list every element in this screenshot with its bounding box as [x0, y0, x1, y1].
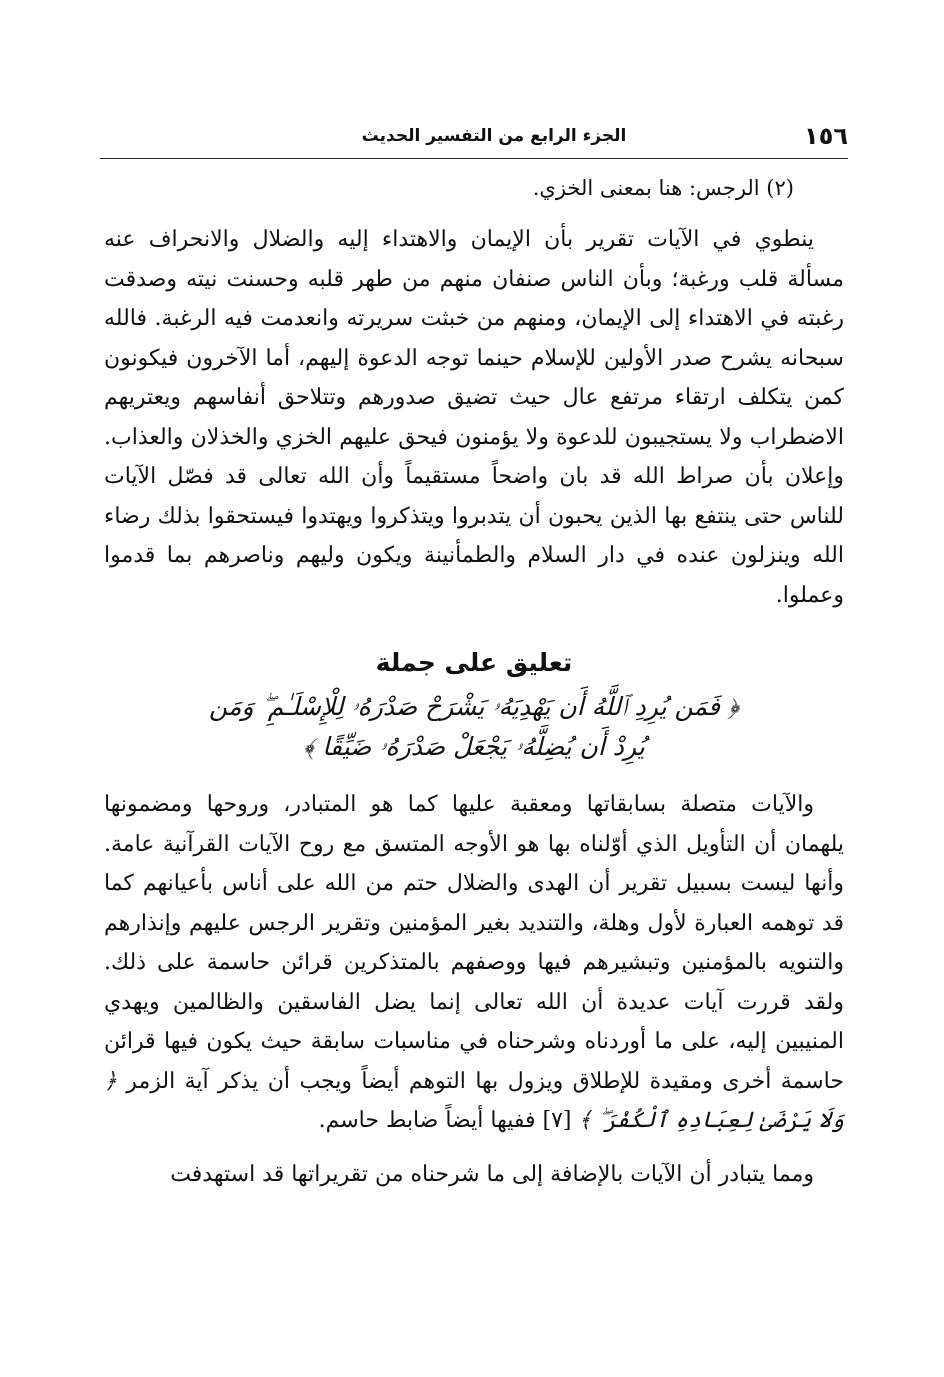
- quranic-verse: [104, 687, 844, 767]
- page-number: ١٥٦: [804, 122, 848, 150]
- inline-verse: ﴿ وَلَا يَرْضَىٰ لِعِبَادِهِ ٱلْكُفْرَ ۖ ﴾: [104, 1068, 844, 1133]
- page-header: [100, 118, 848, 159]
- paragraph-2: [104, 785, 844, 1141]
- verse-line-2: يُرِدْ أَن يُضِلَّهُۥ يَجْعَلْ صَدْرَهُۥ ضَيِّقًا ﴾: [303, 732, 645, 761]
- running-title: الجزء الرابع من التفسير الحديث: [361, 126, 627, 146]
- paragraph-3: ومما يتبادر أن الآيات بالإضافة إلى ما شرحناه من تقريراتها قد استهدفت: [170, 1161, 814, 1187]
- paragraph-1: ينطوي في الآيات تقرير بأن الإيمان والاهتداء إليه والضلال والانحراف عنه مسألة قلب ورغبة؛ وبأن الناس صنفان منهم من طهر قلبه وحسنت نيته وصدقت رغبته في الاهتداء إلى الإيمان، ومنهم من خبثت سريرته وانعدمت فيه الرغبة. فالله سبحانه يشرح صدر الأولين للإسلام حينما توجه الدعوة إليهم، أما الآخرون فيكونون كمن يتكلف ارتقاء مرتفع عال حيث تضيق صدورهم وتتلاحق أنفاسهم ويعتريهم الاضطراب ولا يستجيبون للدعوة ولا يؤمنون فيحق عليهم الخزي والخذلان والعذاب. وإعلان بأن صراط الله قد بان واضحاً مستقيماً وأن الله تعالى قد فصّل الآيات للناس حتى ينتفع بها الذين يحبون أن يتدبروا ويتذكروا ويهتدوا فيستحقوا بذلك رضاء الله وينزلون عنده في دار السلام والطمأنينة ويكون وليهم وناصرهم بما قدموا وعملوا.: [104, 227, 844, 608]
- verse-line-1: ﴿ فَمَن يُرِدِ ٱللَّهُ أَن يَهْدِيَهُۥ يَشْرَحْ صَدْرَهُۥ لِلْإِسْلَـٰمِ ۖ وَمَن: [209, 692, 739, 721]
- footnote: (٢) الرجس: هنا بمعنى الخزي.: [532, 176, 794, 200]
- page-content: [104, 168, 844, 1208]
- paragraph-2-tail: [٧] ففيها أيضاً ضابط حاسم.: [318, 1108, 579, 1133]
- paragraph-2-text: والآيات متصلة بسابقاتها ومعقبة عليها كما هو المتبادر، وروحها ومضمونها يلهمان أن التأويل الذي أوّلناه بها هو الأوجه المتسق مع روح الآيات القرآنية عامة. وأنها ليست بسبيل تقرير أن الهدى والضلال حتم من الله على أناس بأعيانهم كما قد توهمه العبارة لأول وهلة، والتنديد بغير المؤمنين وتقرير الرجس عليهم وإنذارهم والتنويه بالمؤمنين وتبشيرهم فيها ووصفهم بالمتذكرين قرائن حاسمة على ذلك. ولقد قررت آيات عديدة أن الله تعالى إنما يضل الفاسقين والظالمين ويهدي المنيبين إليه، على ما أوردناه وشرحناه في مناسبات سابقة حيث يكون فيها قرائن حاسمة أخرى ومقيدة للإطلاق ويزول بها التوهم أيضاً ويجب أن يذكر آية الزمر: [104, 792, 844, 1094]
- section-title: تعليق على جملة: [375, 648, 573, 677]
